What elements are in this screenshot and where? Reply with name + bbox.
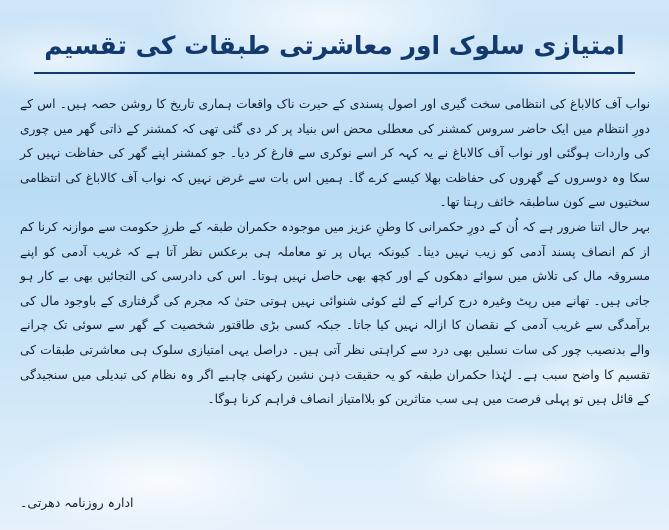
article-body: [20, 92, 650, 412]
paragraph-2: بہر حال اتنا ضرور ہے کہ اُن کے دورِ حکمرانی کا وطنِ عزیز میں موجودہ حکمران طبقہ کے طرزِ حکومت سے موازنہ کرنا کم از کم انصاف پسند آدمی کو زیب نہیں دیتا۔ کیونکہ یہاں پر تو معاملہ ہی برعکس نظر آتا ہے کہ غریب آدمی کو اپنے مسروقہ مال کی تلاش میں سوائے دھکوں کے اور کچھ بھی حاصل نہیں ہوتا۔ اس کی دادرسی کی التجائیں بھی بے کار ہو جاتی ہیں۔ تھانے میں رپٹ وغیرہ درج کرانے کے لئے کوئی شنوائی نہیں ہوتی حتیٰ کہ مجرم کی گرفتاری کے باوجود مال کی برآمدگی سے غریب آدمی کے نقصان کا ازالہ نہیں کیا جاتا۔ جبکہ کسی بڑی طاقتور شخصیت کے گھر سے سوئی تک چرانے والے بدنصیب چور کی سات نسلیں بھی درد سے کراہتی نظر آتی ہیں۔ دراصل یہی امتیازی سلوک ہی معاشرتی طبقات کی تقسیم کا واضح سبب ہے۔ لہٰذا حکمران طبقہ کو یہ حقیقت ذہن نشین رکھنی چاہیے اگر وہ نظام کی تبدیلی میں سنجیدگی کے قائل ہیں تو پہلی فرصت میں ہی سب متاثرین کو بلاامتیاز انصاف فراہم کرنا ہوگا۔: [20, 219, 650, 407]
title-container: [0, 26, 669, 74]
signature: ادارہ روزنامہ دھرتی۔: [20, 495, 134, 510]
paragraph-1: نواب آف کالاباغ کی انتظامی سخت گیری اور اصول پسندی کے حیرت ناک واقعات ہماری تاریخ کا روشن حصہ ہیں۔ اس کے دورِ انتظام میں ایک حاضر سروس کمشنر کی معطلی محض اس بنیاد پر کر دی گئی تھی کہ کمشنر کے ذاتی گھر میں چوری کی واردات ہوگئی اور نواب آف کالاباغ نے یہ کہہ کر اسے نوکری سے فارغ کر دیا۔ جو کمشنر اپنے گھر کی حفاظت نہیں کر سکا وہ دوسروں کے گھروں کی حفاظت بھلا کیسے کرے گا۔ ہمیں اس بات سے غرض نہیں کہ نواب آف کالاباغ کی انتظامی سختیوں سے کون ساطبقہ خائف رہتا تھا۔: [20, 97, 650, 210]
article-title: امتیازی سلوک اور معاشرتی طبقات کی تقسیم: [34, 26, 634, 74]
